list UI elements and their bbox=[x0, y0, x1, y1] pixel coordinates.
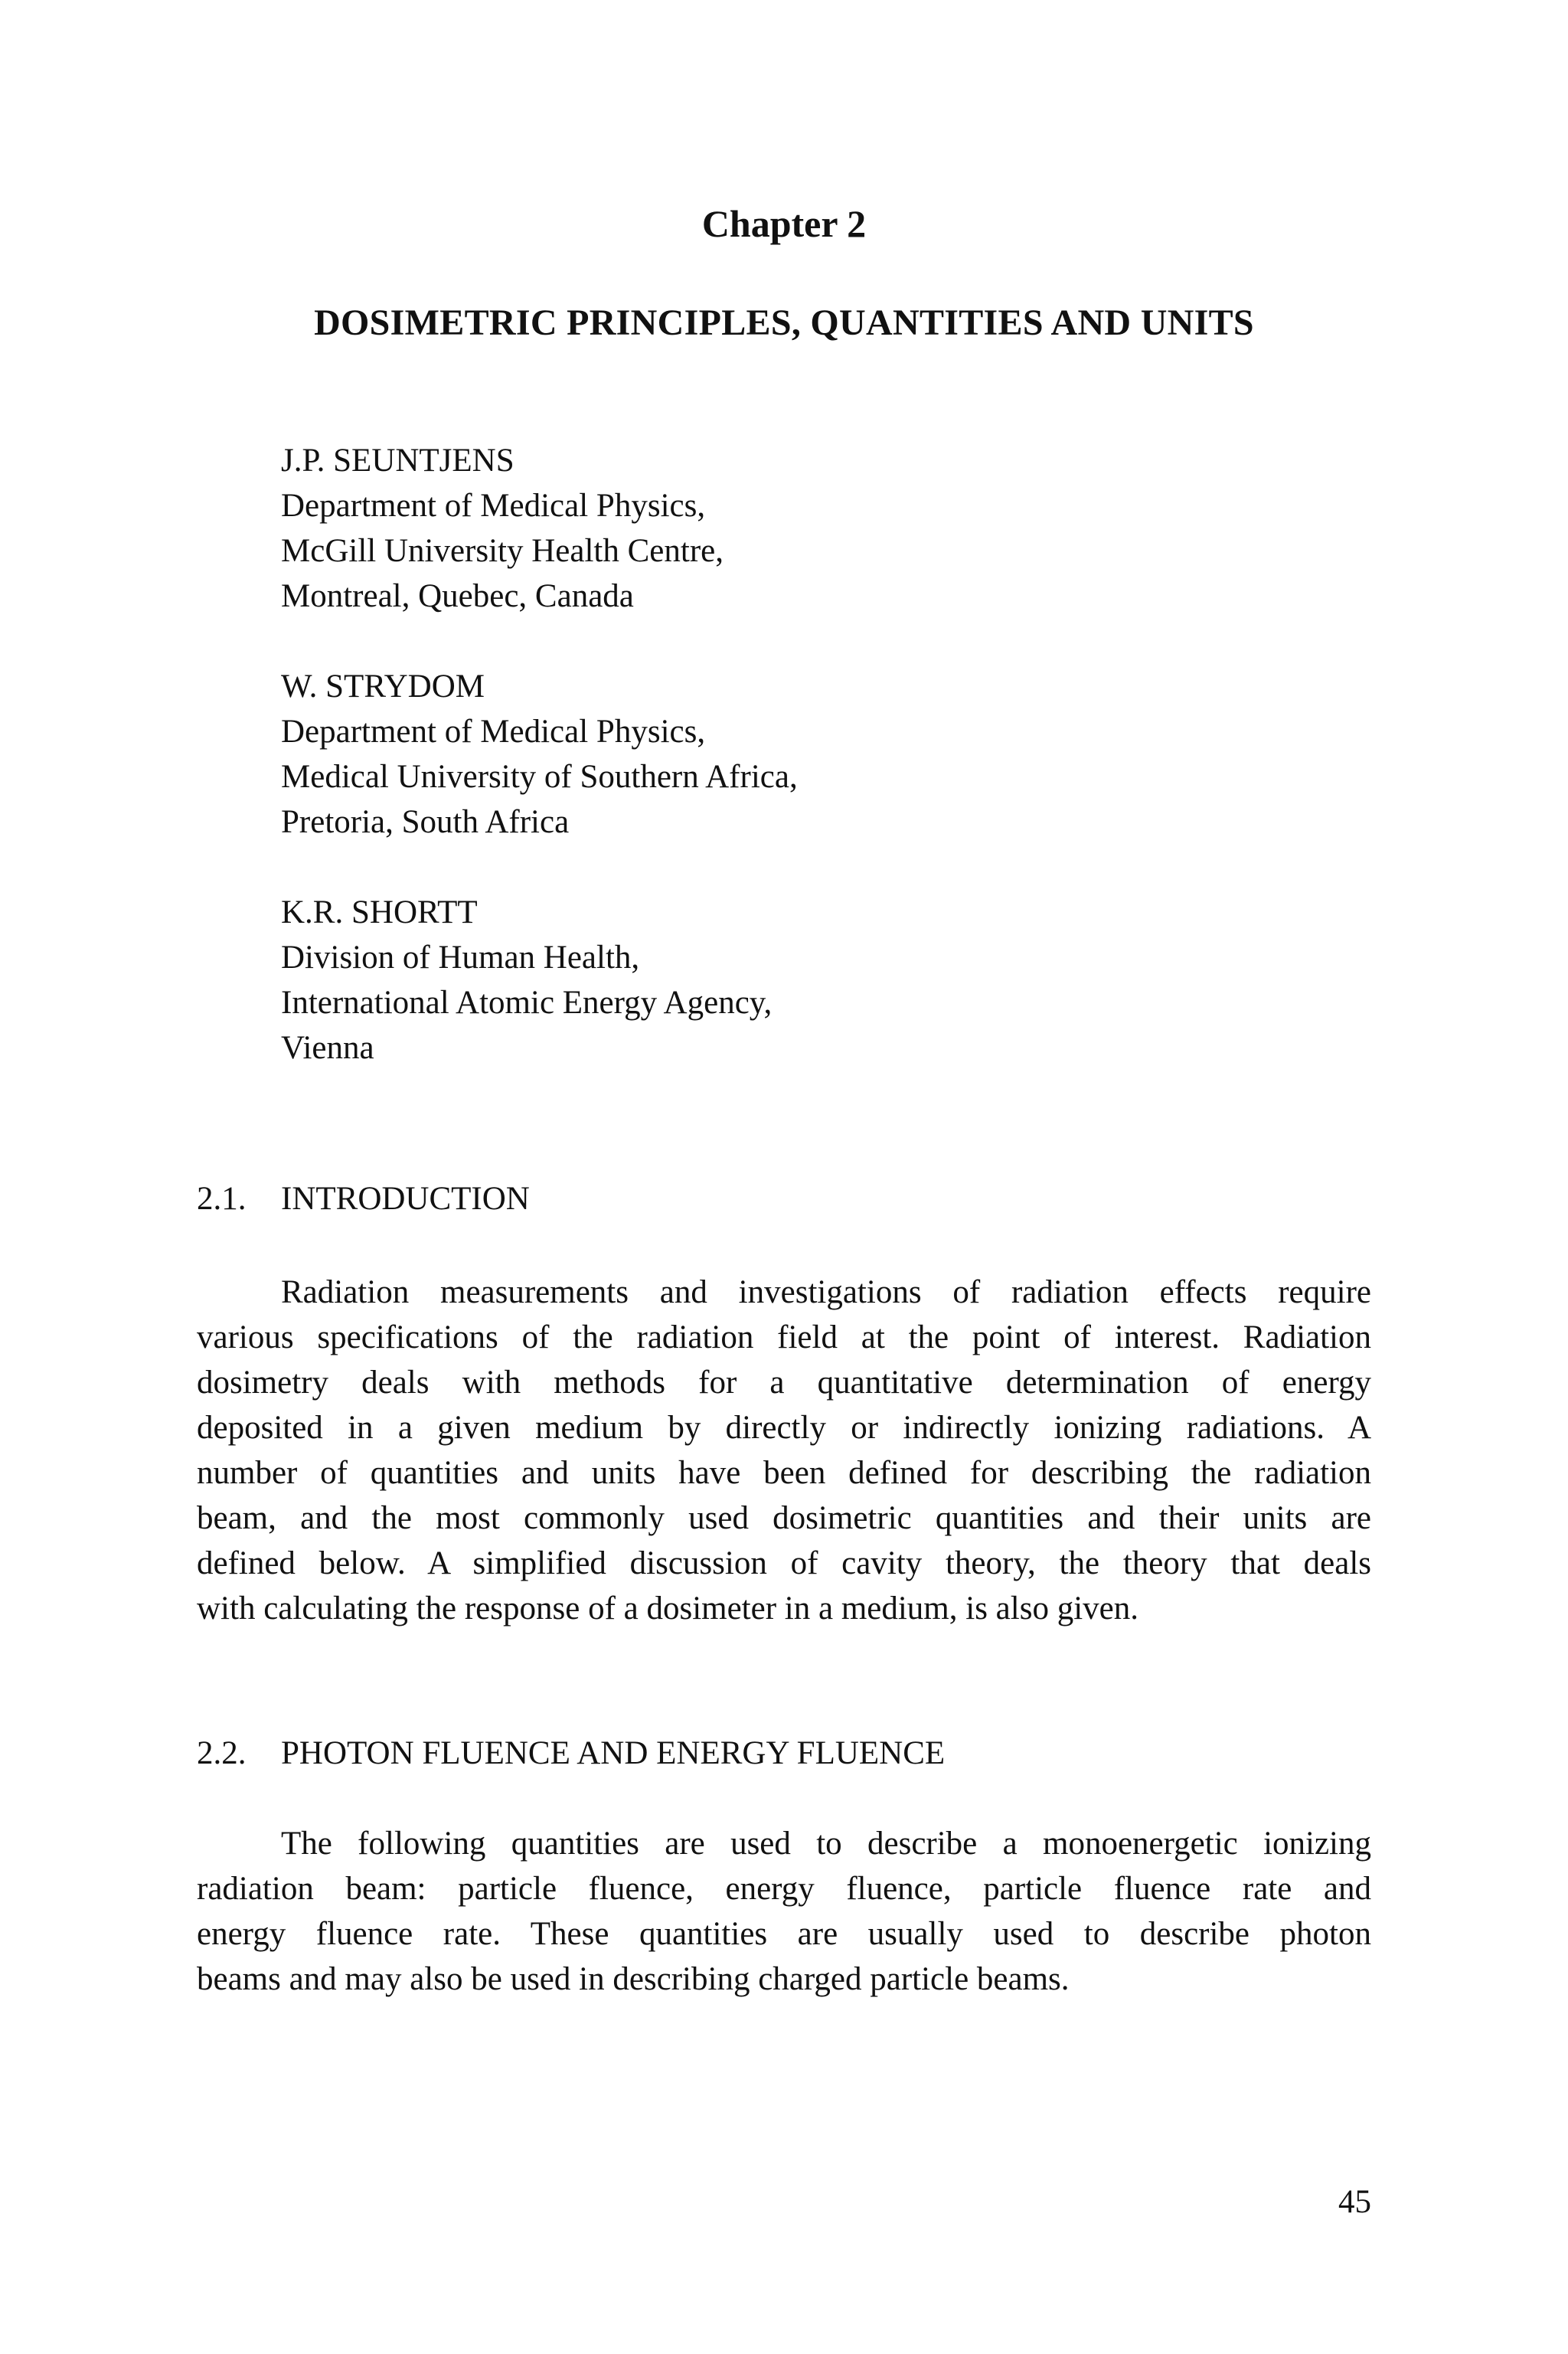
author-affiliation-line: Pretoria, South Africa bbox=[281, 804, 570, 840]
author-affiliation-line: Montreal, Quebec, Canada bbox=[281, 578, 634, 614]
paragraph-line: defined below. A simplified discussion of cavity theory, the theory that deals bbox=[197, 1545, 1371, 1581]
paragraph-line: radiation beam: particle fluence, energy fluence, particle fluence rate and bbox=[197, 1871, 1371, 1907]
paragraph-line: beams and may also be used in describing charged particle beams. bbox=[197, 1961, 1070, 1997]
author-affiliation-line: International Atomic Energy Agency, bbox=[281, 985, 773, 1021]
author-name: W. STRYDOM bbox=[281, 669, 485, 705]
section-heading-photon-fluence bbox=[197, 1731, 945, 1776]
author-name: J.P. SEUNTJENS bbox=[281, 443, 514, 479]
author-affiliation-line: Department of Medical Physics, bbox=[281, 488, 706, 524]
section-title: INTRODUCTION bbox=[281, 1181, 530, 1217]
paragraph-line: number of quantities and units have been defined for describing the radiation bbox=[197, 1455, 1371, 1491]
paragraph-line: Radiation measurements and investigations of radiation effects require bbox=[281, 1274, 1371, 1310]
author-list bbox=[281, 438, 1276, 1116]
paragraph-line: The following quantities are used to describe a monoenergetic ionizing bbox=[281, 1826, 1371, 1862]
paragraph-line: with calculating the response of a dosimeter in a medium, is also given. bbox=[197, 1591, 1138, 1627]
author-block bbox=[281, 664, 1276, 845]
section-number: 2.2. bbox=[197, 1735, 247, 1771]
section-number: 2.1. bbox=[197, 1181, 247, 1217]
chapter-label: Chapter 2 bbox=[701, 202, 867, 245]
chapter-title: DOSIMETRIC PRINCIPLES, QUANTITIES AND UNITS bbox=[314, 302, 1254, 343]
author-affiliation-line: Division of Human Health, bbox=[281, 940, 640, 976]
author-block bbox=[281, 890, 1276, 1071]
author-name: K.R. SHORTT bbox=[281, 894, 478, 930]
author-block bbox=[281, 438, 1276, 619]
paragraph-line: dosimetry deals with methods for a quantitative determination of energy bbox=[197, 1365, 1371, 1401]
author-affiliation-line: McGill University Health Centre, bbox=[281, 533, 724, 569]
paragraph-line: energy fluence rate. These quantities are usually used to describe photon bbox=[197, 1916, 1371, 1952]
section-title: PHOTON FLUENCE AND ENERGY FLUENCE bbox=[281, 1735, 946, 1771]
page-number: 45 bbox=[1338, 2184, 1371, 2220]
introduction-paragraph bbox=[197, 1270, 1371, 1631]
paragraph-line: deposited in a given medium by directly or indirectly ionizing radiations. A bbox=[197, 1410, 1371, 1446]
photon-fluence-paragraph bbox=[197, 1821, 1371, 2002]
author-affiliation-line: Medical University of Southern Africa, bbox=[281, 759, 798, 795]
author-affiliation-line: Vienna bbox=[281, 1030, 374, 1066]
author-affiliation-line: Department of Medical Physics, bbox=[281, 714, 706, 750]
section-heading-introduction bbox=[197, 1176, 530, 1221]
paragraph-line: beam, and the most commonly used dosimetric quantities and their units are bbox=[197, 1500, 1371, 1536]
paragraph-line: various specifications of the radiation field at the point of interest. Radiation bbox=[197, 1319, 1371, 1355]
